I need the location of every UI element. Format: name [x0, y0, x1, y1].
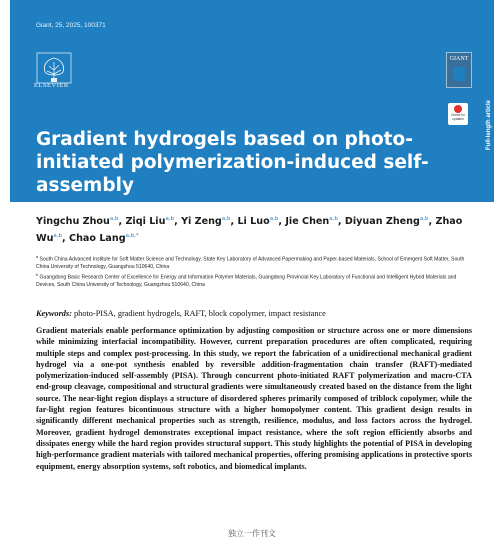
affiliation: $^b$ Guangdong Basic Research Center of Excellence for Energy and Information Polymer Materials, Guangdong Provincial Key Laboratory of Functional and Intelligent Hybrid Materials and Devices, South China University of Technology, Guangzhou 510640, China: [36, 272, 457, 288]
affiliation: $^a$ South China Advanced Institute for Soft Matter Science and Technology, State Key Laboratory of Advanced Papermaking and Paper-based Materials, School of Emergent Soft Matter, South China University of Technology, Guangzhou 510640, China: [36, 255, 465, 271]
keywords-label: Keywords:: [36, 309, 72, 318]
author[interactable]: Diyuan Zheng$^{a,b}$: [344, 216, 429, 228]
author[interactable]: Zhao Wu$^{a,b}$: [36, 216, 463, 245]
header-banner: [10, 0, 494, 202]
cover-graphic: [453, 67, 465, 81]
author[interactable]: Yingchu Zhou$^{a,b}$: [36, 216, 119, 228]
keywords-text: photo-PISA, gradient hydrogels, RAFT, block copolymer, impact resistance: [74, 309, 326, 318]
author-list: Yingchu Zhou$^{a,b}$, Ziqi Liu$^{a,b}$, Yi Zeng$^{a,b}$, Li Luo$^{a,b}$, Jie Chen$^{a,b}$, Diyuan Zheng$^{a,b}$, Zhao Wu$^{a,b}$, Chao Lang$^{a,b,*}$: [36, 216, 463, 245]
publisher-name: ELSEVIER: [34, 82, 69, 89]
keywords: [36, 309, 476, 318]
article-type-label: Full-length article: [486, 99, 492, 150]
journal-reference: Giant, 25, 2025, 100371: [36, 22, 106, 29]
author[interactable]: Ziqi Liu$^{a,b}$: [125, 216, 175, 228]
updates-icon: [454, 105, 462, 113]
author[interactable]: Jie Chen$^{a,b}$: [285, 216, 338, 228]
journal-cover-thumbnail[interactable]: [446, 52, 472, 88]
updates-label: Check for updates: [451, 113, 465, 121]
check-for-updates-badge[interactable]: [448, 103, 468, 125]
author[interactable]: Yi Zeng$^{a,b}$: [181, 216, 231, 228]
article-title: Gradient hydrogels based on photo-initiated polymerization-induced self-assembly: [36, 129, 429, 196]
author[interactable]: Chao Lang$^{a,b,*}$: [69, 233, 139, 245]
abstract: Gradient materials enable performance optimization by adjusting composition or structure across one or more dimensions while minimizing interfacial incompatibility. However, current preparation procedures are often complicated, requiring multiple steps and complex post-processing. In this study, we report the fabrication of a unidirectional mechanical gradient hydrogel via a one-pot synthesis enabled by reversible addition-fragmentation chain transfer (RAFT)-mediated polymerization-induced self-assembly (PISA). Through concurrent photo-initiated RAFT polymerization and macro-CTA end-group cleavage, compositional and structural gradients were simultaneously created based on the distance from the light source. The near-light region displays a structure of disordered spheres primarily composed of triblock copolymer, while the far-light region features bicontinuous structure with a higher homopolymer content. This gradient design results in significantly different mechanical properties such as strength, resilience, modulus, and loss factors across the hydrogel. Moreover, gradient hydrogel demonstrates exceptional impact resistance, where the soft region efficiently absorbs and dissipates energy while the hard region provides structural support. This study highlights the potential of PISA in developing high-performance gradient materials with tailored mechanical properties, offering promising applications in protective sports equipment, energy absorption systems, soft robotics, and biomedical implants.: [36, 326, 472, 471]
affiliations: [36, 254, 476, 289]
cover-title: GIANT: [449, 56, 469, 62]
author[interactable]: Li Luo$^{a,b}$: [237, 216, 279, 228]
image-caption: 独立一作刊文: [228, 529, 276, 538]
article-page: [10, 0, 494, 518]
